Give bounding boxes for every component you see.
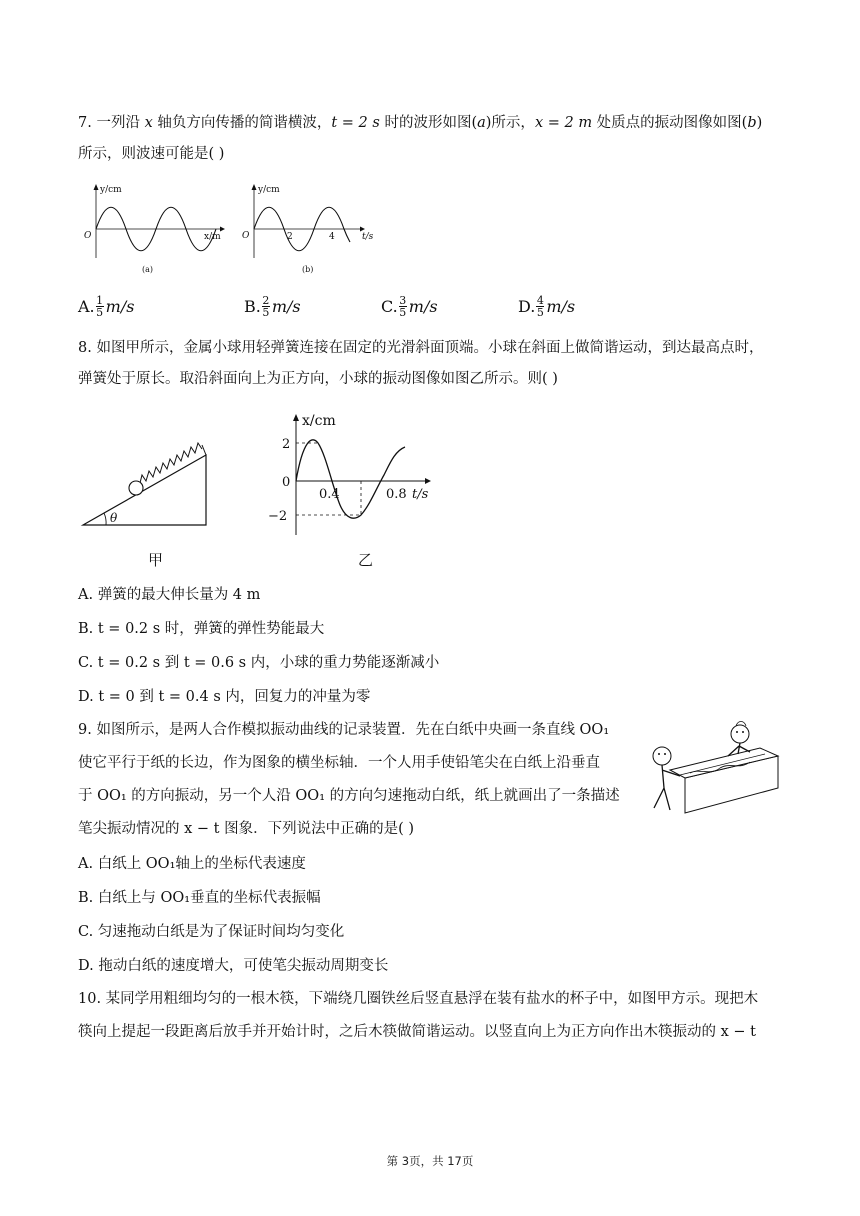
q7-text: ) xyxy=(756,115,763,131)
q7-stem-line1 xyxy=(78,110,783,136)
q7-option-a[interactable] xyxy=(78,295,134,318)
graph-a-origin: O xyxy=(84,231,92,241)
person1-head xyxy=(653,747,671,765)
graph-yi-tick-04: 0.4 xyxy=(319,487,340,502)
q7-option-b[interactable] xyxy=(244,295,301,318)
numerator: 1 xyxy=(96,294,104,307)
option-letter: D. xyxy=(518,297,536,316)
oscillation-curve xyxy=(296,440,405,518)
denominator: 5 xyxy=(536,306,544,319)
q7-text: )所示， xyxy=(485,115,535,131)
q9-option-d[interactable]: D. 拖动白纸的速度增大，可使笔尖振动周期变长 xyxy=(78,958,389,974)
denominator: 5 xyxy=(399,306,407,319)
t-axis-arrow xyxy=(425,478,431,484)
graph-b-xlabel: t/s xyxy=(362,232,374,242)
option-letter: A. xyxy=(78,297,95,316)
q8-stem-line2: 弹簧处于原长。取沿斜面向上为正方向，小球的振动图像如图乙所示。则( ) xyxy=(78,371,558,387)
graph-yi-ymin: −2 xyxy=(268,509,288,524)
q10-stem-line2: 筷向上提起一段距离后放手并开始计时，之后木筷做简谐运动。以竖直向上为正方向作出木筷振动的 x − t xyxy=(78,1024,756,1040)
x-axis-arrow xyxy=(293,414,299,421)
y-axis-arrow xyxy=(252,184,257,190)
q9-stem-line4: 笔尖振动情况的 x − t 图象．下列说法中正确的是( ) xyxy=(78,821,415,837)
option-unit: m/s xyxy=(408,297,438,316)
q7-graph-a xyxy=(80,180,230,280)
fraction xyxy=(536,295,544,318)
fraction xyxy=(262,295,270,318)
option-letter: B. xyxy=(244,297,261,316)
q8-option-a[interactable]: A. 弹簧的最大伸长量为 4 m xyxy=(78,587,261,603)
incline-triangle xyxy=(83,455,206,525)
graph-a-xlabel: x/m xyxy=(204,232,221,242)
q8-option-b[interactable]: B. t = 0.2 s 时，弹簧的弹性势能最大 xyxy=(78,621,325,637)
denominator: 5 xyxy=(96,306,104,319)
angle-arc xyxy=(104,513,106,525)
graph-yi-ylabel: x/cm xyxy=(302,413,336,429)
q7-fig-a-ref: a xyxy=(477,115,486,131)
q7-var-x: x xyxy=(144,115,153,131)
q7-fig-b-ref: b xyxy=(747,115,757,131)
metal-ball xyxy=(129,481,143,495)
numerator: 2 xyxy=(262,294,270,307)
graph-yi-origin: 0 xyxy=(282,475,291,490)
q7-text: 轴负方向传播的简谐横波， xyxy=(152,115,332,131)
graph-yi-xlabel: t/s xyxy=(412,487,429,502)
fraction xyxy=(96,295,104,318)
q8-option-d[interactable]: D. t = 0 到 t = 0.4 s 内，回复力的冲量为零 xyxy=(78,689,371,705)
wall xyxy=(202,445,206,455)
fraction xyxy=(399,295,407,318)
q7-cond-t: t = 2 s xyxy=(331,115,380,131)
option-unit: m/s xyxy=(105,297,135,316)
graph-b-tick-2: 2 xyxy=(287,232,293,242)
q8-option-c[interactable]: C. t = 0.2 s 到 t = 0.6 s 内，小球的重力势能逐渐减小 xyxy=(78,655,440,671)
q9-illustration xyxy=(640,718,780,833)
q9-stem-line3: 于 OO₁ 的方向振动，另一个人沿 OO₁ 的方向匀速拖动白纸，纸上就画出了一条描述 xyxy=(78,788,620,804)
q8-stem-line1: 8. 如图甲所示，金属小球用轻弹簧连接在固定的光滑斜面顶端。小球在斜面上做简谐运动，到达最高点时， xyxy=(78,340,764,356)
x-axis-arrow xyxy=(360,227,365,232)
page-footer: 第 3页，共 17页 xyxy=(386,1154,474,1168)
option-unit: m/s xyxy=(271,297,301,316)
numerator: 4 xyxy=(536,294,544,307)
q9-option-c[interactable]: C. 匀速拖动白纸是为了保证时间均匀变化 xyxy=(78,924,345,940)
option-unit: m/s xyxy=(546,297,576,316)
graph-b-ylabel: y/cm xyxy=(258,185,280,195)
q7-option-d[interactable] xyxy=(518,295,575,318)
q7-text: 处质点的振动图像如图( xyxy=(592,115,748,131)
graph-yi-ymax: 2 xyxy=(282,437,291,452)
q7-options xyxy=(78,295,598,325)
option-letter: C. xyxy=(381,297,398,316)
q7-text: 时的波形如图( xyxy=(379,115,478,131)
q10-stem-line1: 10. 某同学用粗细均匀的一根木筷，下端绕几圈铁丝后竖直悬浮在装有盐水的杯子中，如图甲方示。现把木 xyxy=(78,991,759,1007)
graph-b-tick-4: 4 xyxy=(329,232,335,242)
figure-jia-caption: 甲 xyxy=(148,551,164,569)
figure-yi-caption: 乙 xyxy=(358,551,374,569)
q9-option-b[interactable]: B. 白纸上与 OO₁垂直的坐标代表振幅 xyxy=(78,890,321,906)
q7-graph-b xyxy=(240,180,380,280)
graph-b-origin: O xyxy=(242,231,250,241)
x-axis-arrow xyxy=(220,227,225,232)
graph-b-caption: (b) xyxy=(302,265,314,274)
q8-figure-yi xyxy=(260,405,460,575)
person2-head xyxy=(731,725,749,743)
q9-option-a[interactable]: A. 白纸上 OO₁轴上的坐标代表速度 xyxy=(78,856,306,872)
q9-stem-line2: 使它平行于纸的长边，作为图象的横坐标轴．一个人用手使铅笔尖在白纸上沿垂直 xyxy=(78,755,600,771)
angle-theta: θ xyxy=(110,511,118,525)
q7-cond-x: x = 2 m xyxy=(534,115,593,131)
numerator: 3 xyxy=(399,294,407,307)
q8-figure-jia xyxy=(78,425,218,575)
denominator: 5 xyxy=(262,306,270,319)
graph-a-caption: (a) xyxy=(142,265,154,274)
y-axis-arrow xyxy=(94,184,99,190)
graph-a-ylabel: y/cm xyxy=(100,185,122,195)
q7-text: 7. 一列沿 xyxy=(78,115,145,131)
q7-option-c[interactable] xyxy=(381,295,438,318)
graph-yi-tick-08: 0.8 xyxy=(386,487,407,502)
q9-stem-line1: 9. 如图所示，是两人合作模拟振动曲线的记录装置．先在白纸中央画一条直线 OO₁ xyxy=(78,722,610,738)
q7-stem-line2: 所示，则波速可能是( ) xyxy=(78,146,225,162)
